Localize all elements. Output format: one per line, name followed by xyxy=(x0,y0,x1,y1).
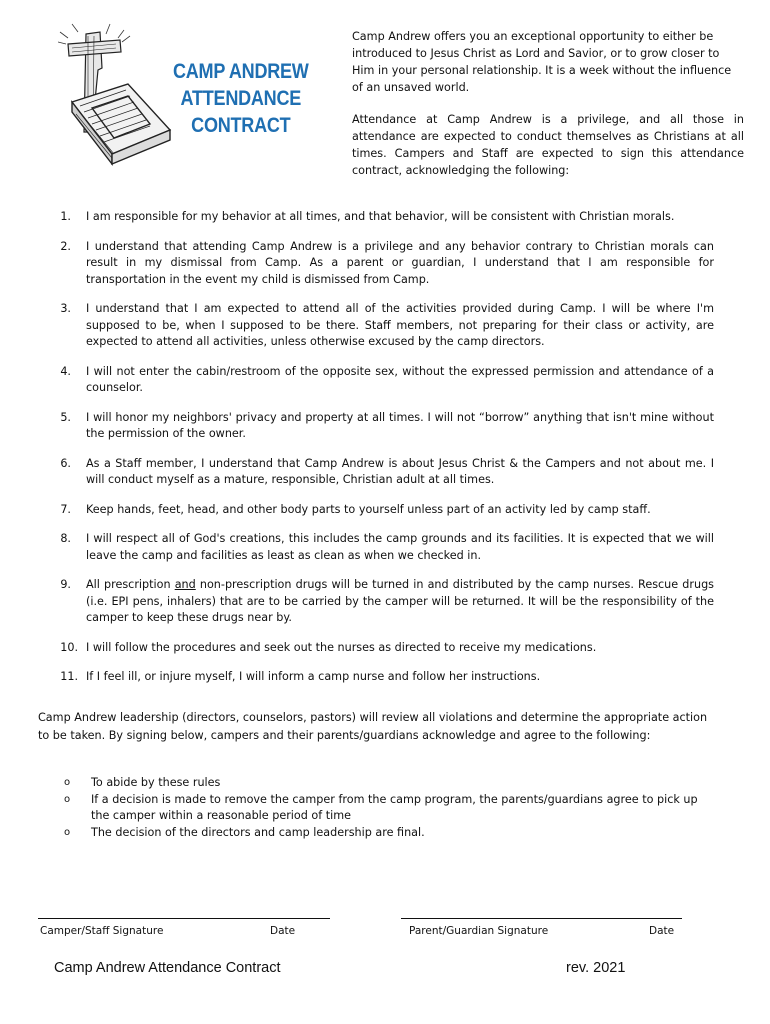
rule-number: 1. xyxy=(60,210,71,223)
rule-text: If I feel ill, or injure myself, I will inform a camp nurse and follow her instructions. xyxy=(86,670,541,683)
agreement-item xyxy=(64,825,704,842)
footer-title: Camp Andrew Attendance Contract xyxy=(54,960,281,976)
rule-item xyxy=(38,209,714,226)
rule-number: 3. xyxy=(60,302,71,315)
rule-item xyxy=(38,640,714,657)
title-line-1: CAMP ANDREW xyxy=(172,60,309,83)
rule-text: I will not enter the cabin/restroom of the opposite sex, without the expressed permission and attendance of a counselor. xyxy=(86,364,714,394)
intro-paragraph-1: Camp Andrew offers you an exceptional opportunity to either be introduced to Jesus Christ as Lord and Savior, or to grow closer to Him in your personal relationship. It is a week without the influence of an unsaved world. xyxy=(352,30,732,94)
leadership-statement: Camp Andrew leadership (directors, counselors, pastors) will review all violations and determine the appropriate action to be taken. By signing below, campers and their parents/guardians acknowledge and agree to the following: xyxy=(38,711,708,742)
parent-date-label: Date xyxy=(649,925,675,937)
rule-item xyxy=(38,577,714,627)
rule-number: 10. xyxy=(60,640,78,654)
rule-item xyxy=(38,364,714,397)
parent-signature-label: Parent/Guardian Signature xyxy=(409,925,549,937)
rule-item xyxy=(38,301,714,351)
rule-text: I understand that I am expected to attend all of the activities provided during Camp. I will be where I'm supposed to be, when I supposed to be there. Staff members, not preparing for their class or activity, are expected to attend all activities, unless otherwise excused by the camp directors. xyxy=(86,302,714,348)
rule-item xyxy=(38,456,714,489)
rule-text: As a Staff member, I understand that Camp Andrew is about Jesus Christ & the Campers and not about me. I will conduct myself as a mature, responsible, Christian adult at all times. xyxy=(86,456,714,486)
agreement-item xyxy=(64,792,704,825)
cross-and-bible-icon xyxy=(58,22,176,172)
rule-text: I understand that attending Camp Andrew is a privilege and any behavior contrary to Christian morals can result in my dismissal from Camp. As a parent or guardian, I understand that I am responsible for transportation in the event my child is dismissed from Camp. xyxy=(86,239,714,286)
bullet-icon: o xyxy=(64,826,71,838)
rule-number: 2. xyxy=(60,239,71,253)
agreement-text: The decision of the directors and camp leadership are final. xyxy=(91,825,425,839)
rule-text-part: non-prescription drugs will be turned in and distributed by the camp nurses. Rescue drugs (i.e. EPI pens, inhalers) that are to be carried by the camper will be returned. It will be the responsibility of the camper to keep these drugs near by. xyxy=(86,578,714,624)
rules-list xyxy=(38,209,714,699)
rule-text xyxy=(86,578,714,624)
rule-number: 11. xyxy=(60,670,78,683)
rule-item xyxy=(38,531,714,564)
footer-revision: rev. 2021 xyxy=(566,960,626,976)
rule-item xyxy=(38,669,714,686)
rule-text: Keep hands, feet, head, and other body parts to yourself unless part of an activity led by camp staff. xyxy=(86,502,651,516)
intro-text xyxy=(352,28,744,179)
document-title xyxy=(172,58,310,139)
title-line-2: ATTENDANCE CONTRACT xyxy=(180,87,302,137)
camper-signature-label: Camper/Staff Signature xyxy=(40,925,164,937)
camper-signature-line[interactable] xyxy=(38,918,330,919)
rule-text: I will honor my neighbors' privacy and property at all times. I will not “borrow” anything that isn't mine without the permission of the owner. xyxy=(86,410,714,440)
rule-number: 8. xyxy=(60,532,71,545)
rule-item xyxy=(38,502,714,519)
rule-text: I will respect all of God's creations, this includes the camp grounds and its facilities. It is expected that we will leave the camp and facilities as least as clean as when we checked in. xyxy=(86,532,714,562)
rule-item xyxy=(38,410,714,443)
camper-date-label: Date xyxy=(270,925,296,937)
rule-number: 7. xyxy=(60,502,71,516)
agreement-text: If a decision is made to remove the camper from the camp program, the parents/guardians agree to pick up the camper within a reasonable period of time xyxy=(91,792,698,822)
rule-number: 4. xyxy=(60,364,71,378)
bullet-icon: o xyxy=(64,793,71,805)
rule-item xyxy=(38,239,714,289)
rule-text-underlined: and xyxy=(174,578,196,591)
agreement-text: To abide by these rules xyxy=(91,776,221,789)
intro-paragraph-2: Attendance at Camp Andrew is a privilege, and all those in attendance are expected to conduct themselves as Christians at all times. Campers and Staff are expected to sign this attendance contract, acknowledging the following: xyxy=(352,113,744,177)
bullet-icon: o xyxy=(64,777,71,788)
rule-text: I am responsible for my behavior at all times, and that behavior, will be consistent with Christian morals. xyxy=(86,210,675,223)
parent-signature-line[interactable] xyxy=(401,918,682,919)
rule-number: 9. xyxy=(60,578,71,591)
agreement-item xyxy=(64,775,704,792)
rule-text-part: All prescription xyxy=(86,578,175,591)
rule-number: 5. xyxy=(60,410,71,424)
rule-number: 6. xyxy=(60,456,71,470)
agreement-list xyxy=(64,775,704,841)
rule-text: I will follow the procedures and seek out the nurses as directed to receive my medications. xyxy=(86,640,597,654)
